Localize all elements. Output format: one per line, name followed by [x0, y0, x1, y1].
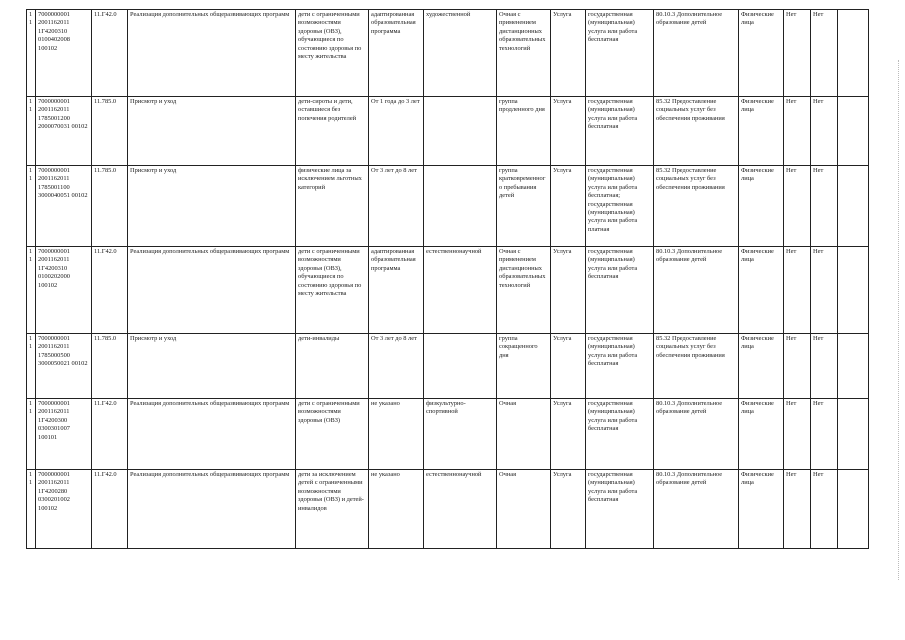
kind: Услуга — [551, 470, 586, 549]
empty-cell — [838, 399, 869, 470]
row-number: 11 — [27, 97, 36, 166]
okved-description: 80.10.3 Дополнительное образование детей — [654, 399, 739, 470]
program-type: не указано — [369, 399, 424, 470]
kind: Услуга — [551, 10, 586, 97]
flag-1: Нет — [784, 97, 811, 166]
code-okved: 11.785.0 — [92, 334, 128, 399]
flag-2: Нет — [811, 470, 838, 549]
direction: физкультурно-спортивной — [424, 399, 497, 470]
direction: естественнонаучной — [424, 470, 497, 549]
flag-1: Нет — [784, 166, 811, 247]
registry-code: 7000000001 2001162011 1Г4200280 0300201002 100102 — [36, 470, 92, 549]
status: государственная (муниципальная) услуга или работа бесплатная — [586, 10, 654, 97]
program-type: От 3 лет до 8 лет — [369, 166, 424, 247]
consumer-type: Физические лица — [739, 399, 784, 470]
service-name: Присмотр и уход — [128, 334, 296, 399]
empty-cell — [838, 247, 869, 334]
program-type: От 1 года до 3 лет — [369, 97, 424, 166]
status: государственная (муниципальная) услуга или работа бесплатная — [586, 247, 654, 334]
service-name: Реализация дополнительных общеразвивающих программ — [128, 399, 296, 470]
empty-cell — [838, 334, 869, 399]
flag-1: Нет — [784, 399, 811, 470]
registry-code: 7000000001 2001162011 1Г4200310 0100402008 100102 — [36, 10, 92, 97]
table-row — [27, 247, 869, 334]
flag-2: Нет — [811, 399, 838, 470]
code-okved: 11.785.0 — [92, 166, 128, 247]
row-number: 11 — [27, 399, 36, 470]
row-number: 11 — [27, 334, 36, 399]
table-row — [27, 399, 869, 470]
table-row — [27, 97, 869, 166]
program-type: не указано — [369, 470, 424, 549]
registry-code: 7000000001 2001162011 1Г4200300 0300301007 100101 — [36, 399, 92, 470]
direction: естественнонаучной — [424, 247, 497, 334]
okved-description: 85.32 Предоставление социальных услуг без обеспечения проживания — [654, 97, 739, 166]
row-number: 11 — [27, 166, 36, 247]
table-row — [27, 470, 869, 549]
service-name: Реализация дополнительных общеразвивающих программ — [128, 10, 296, 97]
okved-description: 85.32 Предоставление социальных услуг без обеспечения проживания — [654, 166, 739, 247]
okved-description: 80.10.3 Дополнительное образование детей — [654, 470, 739, 549]
form: Очная с применением дистанционных образовательных технологий — [497, 10, 551, 97]
code-okved: 11.Г42.0 — [92, 10, 128, 97]
table-row — [27, 166, 869, 247]
flag-2: Нет — [811, 166, 838, 247]
empty-cell — [838, 10, 869, 97]
consumer-category: дети за исключением детей с ограниченными возможностями здоровья (ОВЗ) и детей-инвалидов — [296, 470, 369, 549]
code-okved: 11.785.0 — [92, 97, 128, 166]
form: группа сокращенного дня — [497, 334, 551, 399]
consumer-category: физические лица за исключением льготных категорий — [296, 166, 369, 247]
code-okved: 11.Г42.0 — [92, 399, 128, 470]
table-row — [27, 10, 869, 97]
page-edge-mark — [898, 60, 899, 580]
consumer-category: дети с ограниченными возможностями здоровья (ОВЗ), обучающиеся по состоянию здоровья по месту жительства — [296, 247, 369, 334]
service-name: Реализация дополнительных общеразвивающих программ — [128, 247, 296, 334]
consumer-category: дети с ограниченными возможностями здоровья (ОВЗ), обучающиеся по состоянию здоровья по месту жительства — [296, 10, 369, 97]
kind: Услуга — [551, 247, 586, 334]
form: Очная — [497, 399, 551, 470]
consumer-type: Физические лица — [739, 97, 784, 166]
registry-code: 7000000001 2001162011 1Г4200310 0100202000 100102 — [36, 247, 92, 334]
code-okved: 11.Г42.0 — [92, 470, 128, 549]
flag-2: Нет — [811, 334, 838, 399]
status: государственная (муниципальная) услуга или работа бесплатная — [586, 97, 654, 166]
consumer-category: дети-инвалиды — [296, 334, 369, 399]
form: Очная — [497, 470, 551, 549]
row-number: 11 — [27, 470, 36, 549]
program-type: От 3 лет до 8 лет — [369, 334, 424, 399]
status: государственная (муниципальная) услуга или работа бесплатная — [586, 334, 654, 399]
registry-code: 7000000001 2001162011 1785000500 3000050021 00102 — [36, 334, 92, 399]
status: государственная (муниципальная) услуга или работа бесплатная — [586, 399, 654, 470]
consumer-category: дети с ограниченными возможностями здоровья (ОВЗ) — [296, 399, 369, 470]
kind: Услуга — [551, 166, 586, 247]
consumer-type: Физические лица — [739, 334, 784, 399]
row-number: 11 — [27, 247, 36, 334]
flag-1: Нет — [784, 247, 811, 334]
consumer-type: Физические лица — [739, 247, 784, 334]
registry-code: 7000000001 2001162011 1785001100 3000040051 00102 — [36, 166, 92, 247]
registry-code: 7000000001 2001162011 1785001200 2000070031 00102 — [36, 97, 92, 166]
direction — [424, 166, 497, 247]
consumer-category: дети-сироты и дети, оставшиеся без попечения родителей — [296, 97, 369, 166]
direction — [424, 97, 497, 166]
program-type: адаптированная образовательная программа — [369, 247, 424, 334]
kind: Услуга — [551, 334, 586, 399]
flag-2: Нет — [811, 97, 838, 166]
service-name: Присмотр и уход — [128, 97, 296, 166]
kind: Услуга — [551, 399, 586, 470]
okved-description: 80.10.3 Дополнительное образование детей — [654, 247, 739, 334]
flag-2: Нет — [811, 247, 838, 334]
empty-cell — [838, 470, 869, 549]
code-okved: 11.Г42.0 — [92, 247, 128, 334]
service-name: Реализация дополнительных общеразвивающих программ — [128, 470, 296, 549]
consumer-type: Физические лица — [739, 10, 784, 97]
form: группа кратковременного пребывания детей — [497, 166, 551, 247]
direction — [424, 334, 497, 399]
empty-cell — [838, 97, 869, 166]
consumer-type: Физические лица — [739, 470, 784, 549]
flag-1: Нет — [784, 10, 811, 97]
service-name: Присмотр и уход — [128, 166, 296, 247]
program-type: адаптированная образовательная программа — [369, 10, 424, 97]
services-table — [26, 9, 869, 549]
table-row — [27, 334, 869, 399]
flag-1: Нет — [784, 334, 811, 399]
kind: Услуга — [551, 97, 586, 166]
empty-cell — [838, 166, 869, 247]
flag-2: Нет — [811, 10, 838, 97]
form: группа продленного дня — [497, 97, 551, 166]
direction: художественной — [424, 10, 497, 97]
consumer-type: Физические лица — [739, 166, 784, 247]
okved-description: 85.32 Предоставление социальных услуг без обеспечения проживания — [654, 334, 739, 399]
status: государственная (муниципальная) услуга или работа бесплатная — [586, 470, 654, 549]
row-number: 11 — [27, 10, 36, 97]
flag-1: Нет — [784, 470, 811, 549]
okved-description: 80.10.3 Дополнительное образование детей — [654, 10, 739, 97]
form: Очная с применением дистанционных образовательных технологий — [497, 247, 551, 334]
status: государственная (муниципальная) услуга или работа бесплатная; государственная (муниципальная) услуга или работа платная — [586, 166, 654, 247]
